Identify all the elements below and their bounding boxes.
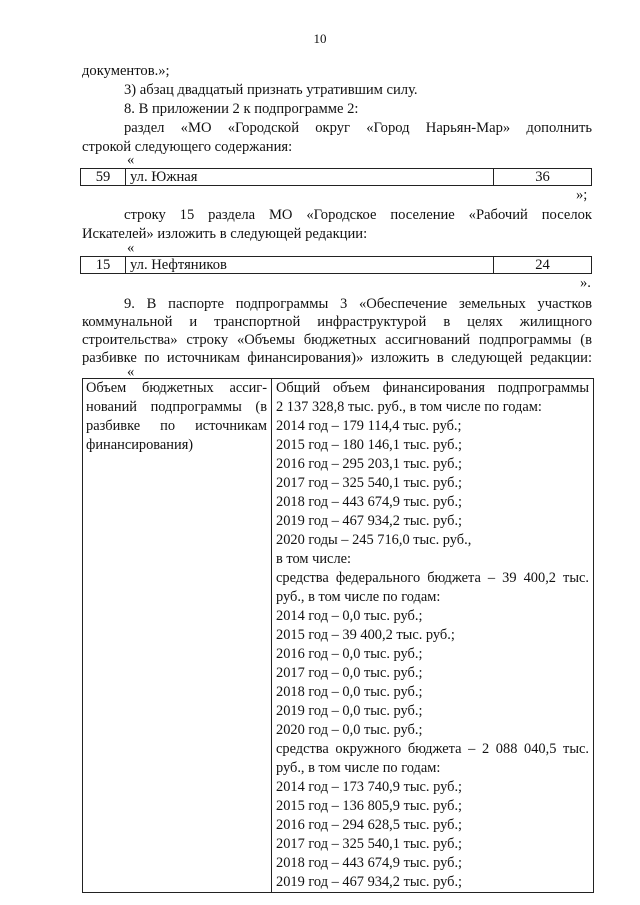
street-name-cell: ул. Южная: [126, 169, 494, 186]
value-line: средства федерального бюджета – 39 400,2 тыс.: [276, 570, 589, 586]
value-line: 2018 год – 0,0 тыс. руб.;: [276, 684, 423, 700]
text-line-infrastructure: коммунальной и транспортной инфраструктурой в целях жилищного: [82, 314, 592, 330]
value-line: 2017 год – 325 540,1 тыс. руб.;: [276, 836, 463, 852]
label-line: финансирования): [86, 437, 194, 453]
value-line: в том числе:: [276, 551, 352, 567]
value-line: 2017 год – 0,0 тыс. руб.;: [276, 665, 423, 681]
value-line: 2015 год – 39 400,2 тыс. руб.;: [276, 627, 455, 643]
label-line: разбивке по источникам: [86, 418, 267, 434]
label-line: Объем бюджетных ассиг-: [86, 380, 267, 396]
passport-label-cell: [83, 379, 272, 893]
value-line: Общий объем финансирования подпрограммы: [276, 380, 589, 396]
value-line: руб., в том числе по годам:: [276, 589, 441, 605]
text-line-row-15: строку 15 раздела МО «Городское поселение «Рабочий поселок: [124, 207, 592, 223]
value-line: 2019 год – 467 934,2 тыс. руб.;: [276, 513, 463, 529]
open-quote-3: «: [127, 364, 135, 380]
text-line-paragraph-20: 3) абзац двадцатый признать утратившим силу.: [124, 82, 418, 98]
value-cell: 24: [494, 257, 592, 274]
table-row: [83, 379, 594, 893]
text-line-sources: разбивке по источникам финансирования)» изложить в следующей редакции:: [82, 350, 592, 366]
text-line-section-naryan-mar: раздел «МО «Городской округ «Город Нарьян-Мар» дополнить: [124, 120, 592, 136]
value-line: 2018 год – 443 674,9 тыс. руб.;: [276, 494, 463, 510]
text-line-item-9: 9. В паспорте подпрограммы 3 «Обеспечение земельных участков: [124, 296, 592, 312]
value-line: средства окружного бюджета – 2 088 040,5 тыс.: [276, 741, 589, 757]
value-line: руб., в том числе по годам:: [276, 760, 441, 776]
value-line: 2019 год – 0,0 тыс. руб.;: [276, 703, 423, 719]
value-line: 2014 год – 173 740,9 тыс. руб.;: [276, 779, 463, 795]
open-quote-2: «: [127, 240, 135, 256]
value-line: 2016 год – 294 628,5 тыс. руб.;: [276, 817, 463, 833]
row-number-cell: 15: [81, 257, 126, 274]
close-quote-1: »;: [576, 187, 588, 203]
value-line: 2015 год – 136 805,9 тыс. руб.;: [276, 798, 463, 814]
value-line: 2017 год – 325 540,1 тыс. руб.;: [276, 475, 463, 491]
value-line: 2014 год – 0,0 тыс. руб.;: [276, 608, 423, 624]
text-line-iskateley: Искателей» изложить в следующей редакции:: [82, 226, 368, 242]
value-line: 2019 год – 467 934,2 тыс. руб.;: [276, 874, 463, 890]
value-line: 2018 год – 443 674,9 тыс. руб.;: [276, 855, 463, 871]
page-number: 10: [313, 31, 327, 46]
row-number-cell: 59: [81, 169, 126, 186]
text-line-documents: документов.»;: [82, 63, 170, 79]
text-line-item-8: 8. В приложении 2 к подпрограмме 2:: [124, 101, 359, 117]
passport-value-cell: [272, 379, 594, 893]
text-line-following-row: строкой следующего содержания:: [82, 139, 293, 155]
close-quote-2: ».: [580, 275, 591, 291]
value-line: 2016 год – 0,0 тыс. руб.;: [276, 646, 423, 662]
value-line: 2020 год – 0,0 тыс. руб.;: [276, 722, 423, 738]
label-line: нований подпрограммы (в: [86, 399, 267, 415]
table-row: [81, 169, 592, 186]
text-line-construction: строительства» строку «Объемы бюджетных ассигнований подпрограммы (в: [82, 332, 592, 348]
table-row: [81, 257, 592, 274]
value-line: 2020 годы – 245 716,0 тыс. руб.,: [276, 532, 472, 548]
value-cell: 36: [494, 169, 592, 186]
passport-table: [82, 378, 594, 893]
open-quote-1: «: [127, 152, 135, 168]
street-name-cell: ул. Нефтяников: [126, 257, 494, 274]
value-line: 2 137 328,8 тыс. руб., в том числе по годам:: [276, 399, 542, 415]
value-line: 2016 год – 295 203,1 тыс. руб.;: [276, 456, 463, 472]
row-table-2: [80, 256, 592, 274]
value-line: 2015 год – 180 146,1 тыс. руб.;: [276, 437, 463, 453]
value-line: 2014 год – 179 114,4 тыс. руб.;: [276, 418, 462, 434]
row-table-1: [80, 168, 592, 186]
